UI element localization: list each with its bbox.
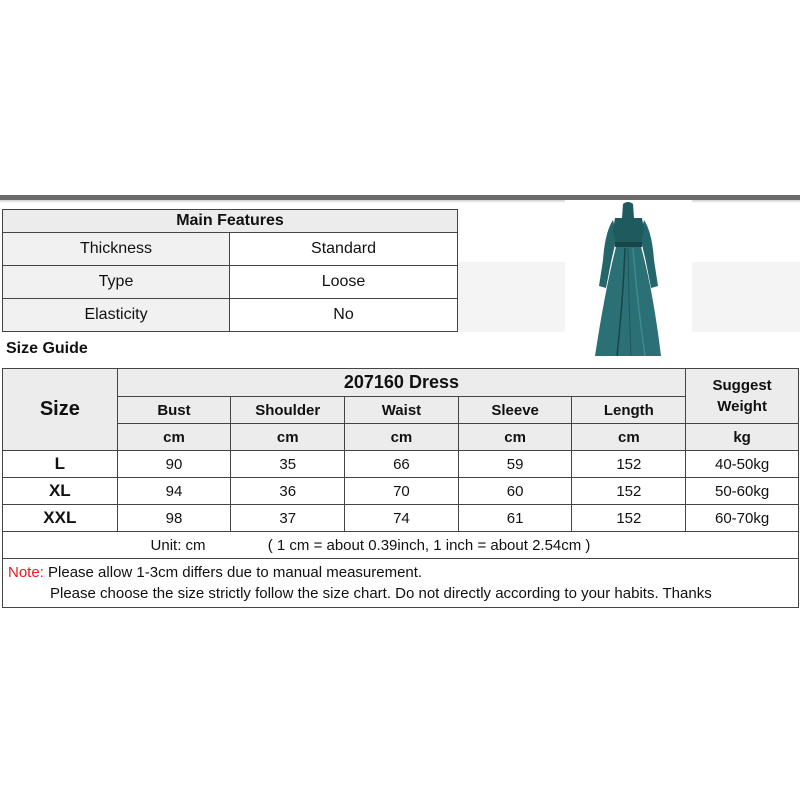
table-cell: 152 [572,478,686,505]
weight-cell: 60-70kg [686,505,799,532]
table-cell: 94 [117,478,231,505]
column-unit: cm [345,424,459,451]
table-row [3,478,799,505]
table-cell: 152 [572,505,686,532]
suggest-weight-line2: Weight [717,398,767,415]
feature-row [3,233,458,266]
weight-unit: kg [686,424,799,451]
column-header: Length [572,397,686,424]
size-column-header: Size [3,369,118,451]
table-cell: 59 [458,451,572,478]
size-guide-heading: Size Guide [6,340,88,357]
weight-cell: 40-50kg [686,451,799,478]
feature-value: No [230,299,458,332]
table-cell: 36 [231,478,345,505]
unit-label: Unit: cm [150,536,206,554]
unit-conversion-row [3,532,799,559]
feature-row [3,299,458,332]
size-label: L [3,451,118,478]
column-header: Bust [117,397,231,424]
column-unit: cm [117,424,231,451]
note-label: Note: [8,564,44,581]
suggest-weight-line1: Suggest [712,377,772,394]
feature-row [3,266,458,299]
table-cell: 90 [117,451,231,478]
main-features-table [2,209,458,332]
column-header: Shoulder [231,397,345,424]
dress-product-image [565,200,692,360]
weight-cell: 50-60kg [686,478,799,505]
table-row [3,451,799,478]
table-cell: 61 [458,505,572,532]
unit-conversion: ( 1 cm = about 0.39inch, 1 inch = about 2.54cm ) [267,536,591,554]
feature-label: Elasticity [3,299,230,332]
product-title: 207160 Dress [117,369,686,397]
note-line-1: Please allow 1-3cm differs due to manual measurement. [43,564,423,581]
table-cell: 66 [345,451,459,478]
column-header: Sleeve [458,397,572,424]
size-label: XL [3,478,118,505]
table-cell: 70 [345,478,459,505]
table-cell: 98 [117,505,231,532]
feature-label: Thickness [3,233,230,266]
table-row [3,505,799,532]
table-cell: 74 [345,505,459,532]
column-unit: cm [458,424,572,451]
table-cell: 60 [458,478,572,505]
table-cell: 35 [231,451,345,478]
note-line-2: Please choose the size strictly follow the size chart. Do not directly according to your habits. Thanks [50,585,712,602]
size-label: XXL [3,505,118,532]
feature-value: Loose [230,266,458,299]
feature-label: Type [3,266,230,299]
suggest-weight-header [686,369,799,424]
feature-value: Standard [230,233,458,266]
table-cell: 37 [231,505,345,532]
note-box [3,559,799,608]
column-unit: cm [231,424,345,451]
table-cell: 152 [572,451,686,478]
column-header: Waist [345,397,459,424]
main-features-title: Main Features [3,210,458,233]
size-chart-table [2,368,799,608]
column-unit: cm [572,424,686,451]
